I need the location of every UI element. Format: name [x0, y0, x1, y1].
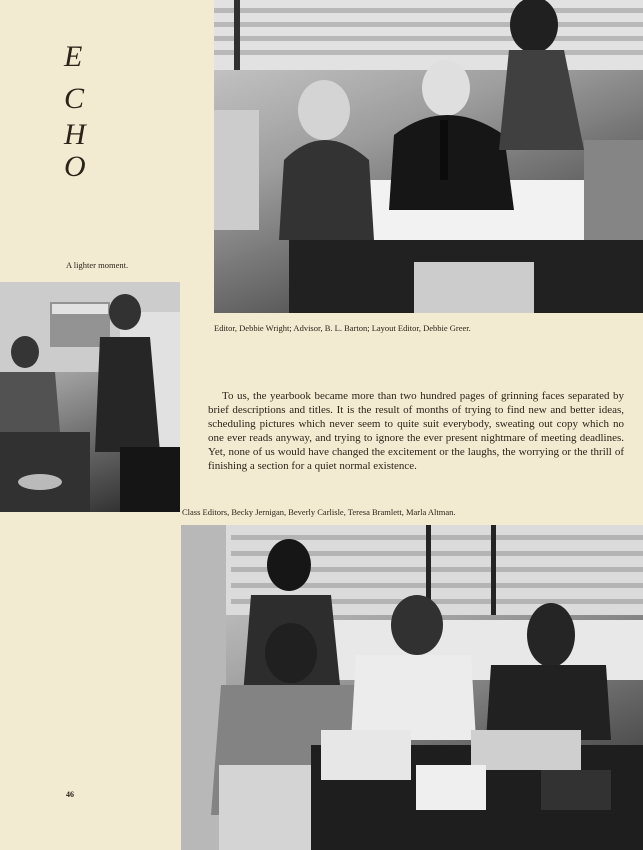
lighter-moment-photo — [0, 282, 180, 512]
class-editors-caption: Class Editors, Becky Jernigan, Beverly Carlisle, Teresa Bramlett, Marla Altman. — [182, 507, 456, 517]
body-paragraph: To us, the yearbook became more than two hundred pages of grinning faces separated by brief descriptions and titles. It is the result of months of trying to find new and better ideas, scheduling pictures which never seem to quite suit everybody, sweating out copy which no one ever reads anyway, and trying to ignore the ever present nightmare of meeting deadlines. Yet, none of us would have changed the excitement or the laughs, the worrying or the thrill of finishing a section for a quiet normal existence. — [208, 390, 624, 472]
editors-photo-caption: Editor, Debbie Wright; Advisor, B. L. Barton; Layout Editor, Debbie Greer. — [214, 323, 471, 333]
masthead-letter-h: H — [64, 118, 87, 151]
side-photo-caption: A lighter moment. — [66, 260, 129, 270]
class-editors-photo — [181, 525, 643, 850]
editors-photo — [214, 0, 643, 313]
page-number: 46 — [66, 790, 74, 799]
masthead-letter-c: C — [64, 82, 86, 115]
masthead-letter-o: O — [64, 150, 87, 183]
masthead-letter-e: E — [64, 40, 84, 73]
